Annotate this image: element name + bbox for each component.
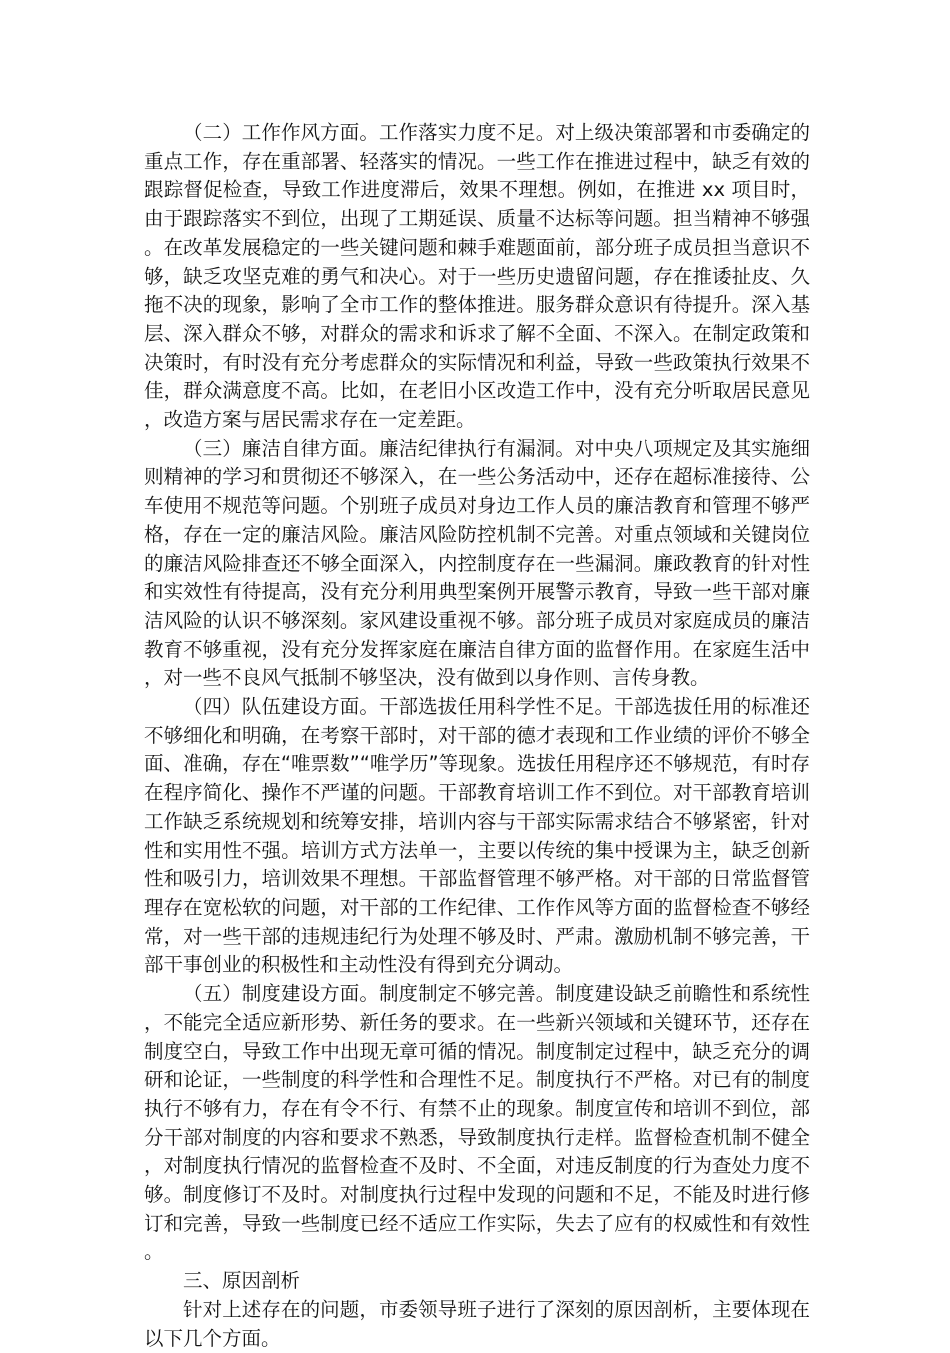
paragraph-work-style: （二）工作作风方面。工作落实力度不足。对上级决策部署和市委确定的重点工作，存在重部署、轻落实的情况。一些工作在推进过程中，缺乏有效的跟踪督促检查，导致工作进度滞后，效果不理想。例如，在推进 xx 项目时，由于跟踪落实不到位，出现了工期延误、质量不达标等问题。担当精神不够强。在改革发展稳定的一些关键问题和棘手难题面前，部分班子成员担当意识不够，缺乏攻坚克难的勇气和决心。对于一些历史遗留问题，存在推诿扯皮、久拖不决的现象，影响了全市工作的整体推进。服务群众意识有待提升。深入基层、深入群众不够，对群众的需求和诉求了解不全面、不深入。在制定政策和决策时，有时没有充分考虑群众的实际情况和利益，导致一些政策执行效果不佳，群众满意度不高。比如，在老旧小区改造工作中，没有充分听取居民意见，改造方案与居民需求存在一定差距。: [144, 121, 810, 432]
section-heading-cause-analysis: 三、原因剖析: [183, 1269, 301, 1293]
document-body: [144, 119, 810, 1353]
paragraph-cause-intro: 针对上述存在的问题，市委领导班子进行了深刻的原因剖析，主要体现在以下几个方面。: [144, 1297, 810, 1350]
paragraph-team-building: （四）队伍建设方面。干部选拔任用科学性不足。干部选拔任用的标准还不够细化和明确，在考察干部时，对干部的德才表现和工作业绩的评价不够全面、准确，存在“唯票数”“唯学历”等现象。选拔任用程序还不够规范，有时存在程序简化、操作不严谨的问题。干部教育培训工作不到位。对干部教育培训工作缺乏系统规划和统筹安排，培训内容与干部实际需求结合不够紧密，针对性和实用性不强。培训方式方法单一，主要以传统的集中授课为主，缺乏创新性和吸引力，培训效果不理想。干部监督管理不够严格。对干部的日常监督管理存在宽松软的问题，对干部的工作纪律、工作作风等方面的监督检查不够经常，对一些干部的违规违纪行为处理不够及时、严肃。激励机制不够完善，干部干事创业的积极性和主动性没有得到充分调动。: [144, 695, 810, 977]
paragraph-integrity: （三）廉洁自律方面。廉洁纪律执行有漏洞。对中央八项规定及其实施细则精神的学习和贯彻还不够深入，在一些公务活动中，还存在超标准接待、公车使用不规范等问题。个别班子成员对身边工作人员的廉洁教育和管理不够严格，存在一定的廉洁风险。廉洁风险防控机制不完善。对重点领域和关键岗位的廉洁风险排查还不够全面深入，内控制度存在一些漏洞。廉政教育的针对性和实效性有待提高，没有充分利用典型案例开展警示教育，导致一些干部对廉洁风险的认识不够深刻。家风建设重视不够。部分班子成员对家庭成员的廉洁教育不够重视，没有充分发挥家庭在廉洁自律方面的监督作用。在家庭生活中，对一些不良风气抵制不够坚决，没有做到以身作则、言传身教。: [144, 436, 810, 690]
paragraph-system-building: （五）制度建设方面。制度制定不够完善。制度建设缺乏前瞻性和系统性，不能完全适应新形势、新任务的要求。在一些新兴领域和关键环节，还存在制度空白，导致工作中出现无章可循的情况。制度制定过程中，缺乏充分的调研和论证，一些制度的科学性和合理性不足。制度执行不严格。对已有的制度执行不够有力，存在有令不行、有禁不止的现象。制度宣传和培训不到位，部分干部对制度的内容和要求不熟悉，导致制度执行走样。监督检查机制不健全，对制度执行情况的监督检查不及时、不全面，对违反制度的行为查处力度不够。制度修订不及时。对制度执行过程中发现的问题和不足，不能及时进行修订和完善，导致一些制度已经不适应工作实际，失去了应有的权威性和有效性。: [144, 982, 810, 1264]
